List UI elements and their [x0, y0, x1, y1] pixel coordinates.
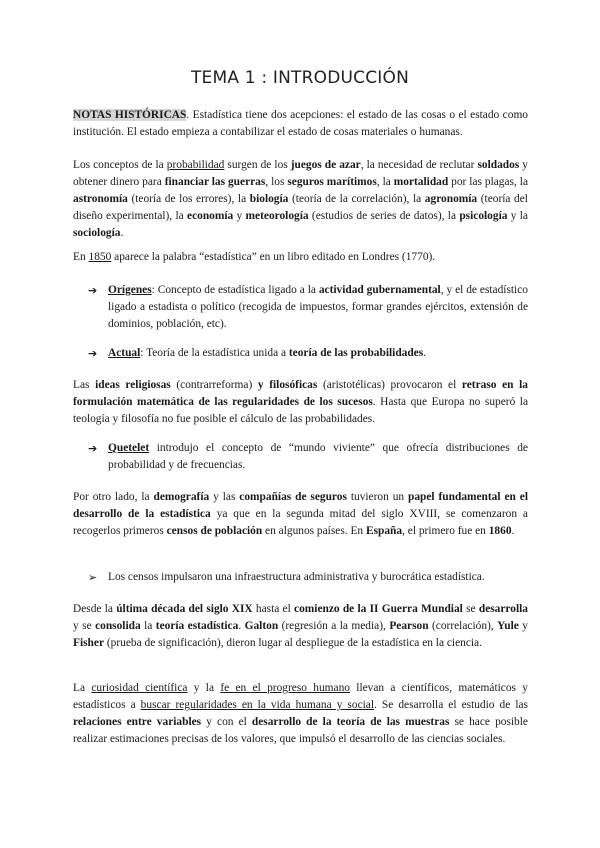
- bold-term: economía: [187, 210, 234, 222]
- bullet-term: Quetelet: [108, 442, 150, 454]
- bold-term: y filosóficas: [257, 379, 318, 391]
- text: (teoría del diseño experimental), la: [73, 193, 528, 222]
- text: , y el de estadístico ligado a estadista o político (recogida de impuestos, formar grandes ejércitos, extensión de dominios, población, etc).: [108, 284, 528, 330]
- bold-term: sociología: [73, 227, 121, 239]
- text: .: [120, 227, 124, 239]
- text: surgen de los: [224, 159, 291, 171]
- bold-term: soldados: [477, 159, 520, 171]
- underlined-term: fe en el progreso humano: [220, 682, 350, 694]
- text: y: [233, 210, 246, 222]
- bullet-censos: [88, 569, 528, 586]
- text: llevan a científicos, matemáticos y estadísticos a: [73, 682, 528, 711]
- text: y: [518, 620, 528, 632]
- text: y se: [73, 620, 96, 632]
- bold-term: retraso en la formulación matemática de las regularidades de los sucesos: [73, 379, 528, 408]
- text: , la: [376, 176, 394, 188]
- text: , los: [265, 176, 288, 188]
- bold-term: desarrolla: [478, 603, 529, 615]
- bold-term: juegos de azar: [290, 159, 361, 171]
- text: (aristotélicas) provocaron el: [317, 379, 462, 391]
- bold-term: Pearson: [389, 620, 429, 632]
- bullet-term: Actual: [108, 347, 141, 359]
- text: Las: [73, 379, 96, 391]
- bold-term: consolida: [95, 620, 141, 632]
- bold-term: demografía: [153, 491, 210, 503]
- text: Los conceptos de la: [73, 159, 167, 171]
- text: y la: [187, 682, 221, 694]
- text: Por otro lado, la: [73, 491, 154, 503]
- text: se hace posible realizar estimaciones precisas de los valores, que impulsó el desarrollo de las ciencias sociales.: [73, 716, 528, 745]
- underlined-term: buscar regularidades en la vida humana y social: [140, 699, 375, 711]
- bold-term: astronomía: [73, 193, 128, 205]
- bold-term: teoría de las probabilidades: [288, 347, 424, 359]
- text: (estudios de series de datos), la: [308, 210, 460, 222]
- text: .: [238, 620, 245, 632]
- text: (correlación),: [428, 620, 498, 632]
- text: Desde la: [73, 603, 117, 615]
- text: la: [140, 620, 156, 632]
- paragraph-1850: [73, 249, 528, 266]
- arrow-icon: ➔: [88, 442, 98, 455]
- arrow-icon: ➔: [88, 284, 98, 297]
- bold-term: agronomía: [424, 193, 478, 205]
- arrowhead-icon: ➢: [88, 571, 98, 584]
- text: (teoría de los errores), la: [127, 193, 250, 205]
- paragraph-conceptos: [73, 157, 528, 242]
- bullet-origenes: [88, 282, 528, 333]
- text: , la necesidad de reclutar: [360, 159, 478, 171]
- underlined-term: curiosidad científica: [91, 682, 188, 694]
- bold-term: Fisher: [73, 637, 105, 649]
- underlined-term: 1850: [88, 251, 112, 263]
- text: se: [462, 603, 479, 615]
- text: hasta el: [252, 603, 295, 615]
- paragraph-ideas: [73, 377, 528, 428]
- bold-term: compañías de seguros: [239, 491, 347, 503]
- bold-term: teoría estadística: [155, 620, 239, 632]
- underlined-term: probabilidad: [166, 159, 225, 171]
- paragraph-demografia: [73, 489, 528, 540]
- text: y obtener dinero para: [73, 159, 528, 188]
- text: y con el: [201, 716, 252, 728]
- bold-term: biología: [249, 193, 289, 205]
- text: : Teoría de la estadística unida a: [140, 347, 289, 359]
- bold-term: psicología: [459, 210, 508, 222]
- bullet-term: Orígenes: [108, 284, 152, 296]
- text: Los censos impulsaron una infraestructura administrativa y burocrática estadística.: [108, 571, 485, 583]
- text: . Hasta que Europa no superó la teología y filosofía no fue posible el cálculo de las probabilidades.: [73, 396, 529, 425]
- bullet-quetelet: [88, 440, 528, 474]
- text: . Estadística tiene dos acepciones: el estado de las cosas o el estado como institución. El estado empieza a contabilizar el estado de cosas materiales o humanas.: [73, 109, 528, 138]
- text: y la: [507, 210, 528, 222]
- bold-term: censos de población: [166, 525, 263, 537]
- text: La: [73, 682, 92, 694]
- page-title: TEMA 1 : INTRODUCCIÓN: [190, 68, 410, 88]
- text: por las plagas, la: [448, 176, 529, 188]
- bold-term: España: [365, 525, 403, 537]
- bullet-actual: [88, 345, 528, 362]
- bold-term: última década del siglo XIX: [116, 603, 253, 615]
- text: . Se desarrolla el estudio de las: [374, 699, 528, 711]
- text: (prueba de significación), dieron lugar al despliegue de la estadística en la ciencia.: [104, 637, 482, 649]
- bold-term: actividad gubernamental: [318, 284, 441, 296]
- text: tuvieron un: [346, 491, 409, 503]
- text: .: [423, 347, 427, 359]
- text: (teoría de la correlación), la: [288, 193, 425, 205]
- paragraph-siglo-xix: [73, 601, 528, 652]
- text: (regresión a la media),: [278, 620, 390, 632]
- bold-term: ideas religiosas: [95, 379, 171, 391]
- bold-term: mortalidad: [393, 176, 449, 188]
- text: aparece la palabra “estadística” en un libro editado en Londres (1770).: [111, 251, 436, 263]
- paragraph-curiosidad: [73, 680, 528, 748]
- bold-term: papel fundamental en el desarrollo de la estadística: [73, 491, 528, 520]
- section-heading: NOTAS HISTÓRICAS: [73, 109, 187, 121]
- text: y las: [209, 491, 240, 503]
- bold-term: seguros marítimos: [287, 176, 377, 188]
- text: ya que en la segunda mitad del siglo XVIII, se comenzaron a recogerlos primeros: [73, 508, 528, 537]
- paragraph-notas-historicas: [73, 107, 528, 141]
- text: En: [73, 251, 89, 263]
- text: (contrarreforma): [170, 379, 258, 391]
- text: en algunos países. En: [262, 525, 366, 537]
- text: , el primero fue en: [402, 525, 489, 537]
- text: introdujo el concepto de “mundo viviente” que ofrecía distribuciones de probabilidad y de frecuencias.: [108, 442, 528, 471]
- bold-term: financiar las guerras: [164, 176, 266, 188]
- bold-term: relaciones entre variables: [73, 716, 202, 728]
- arrow-icon: ➔: [88, 347, 98, 360]
- bold-term: 1860: [488, 525, 512, 537]
- bold-term: meteorología: [245, 210, 309, 222]
- text: .: [511, 525, 515, 537]
- bold-term: desarrollo de la teoría de las muestras: [251, 716, 450, 728]
- bold-term: Galton: [244, 620, 279, 632]
- bold-term: Yule: [497, 620, 519, 632]
- bold-term: comienzo de la II Guerra Mundial: [294, 603, 463, 615]
- text: : Concepto de estadística ligado a la: [151, 284, 319, 296]
